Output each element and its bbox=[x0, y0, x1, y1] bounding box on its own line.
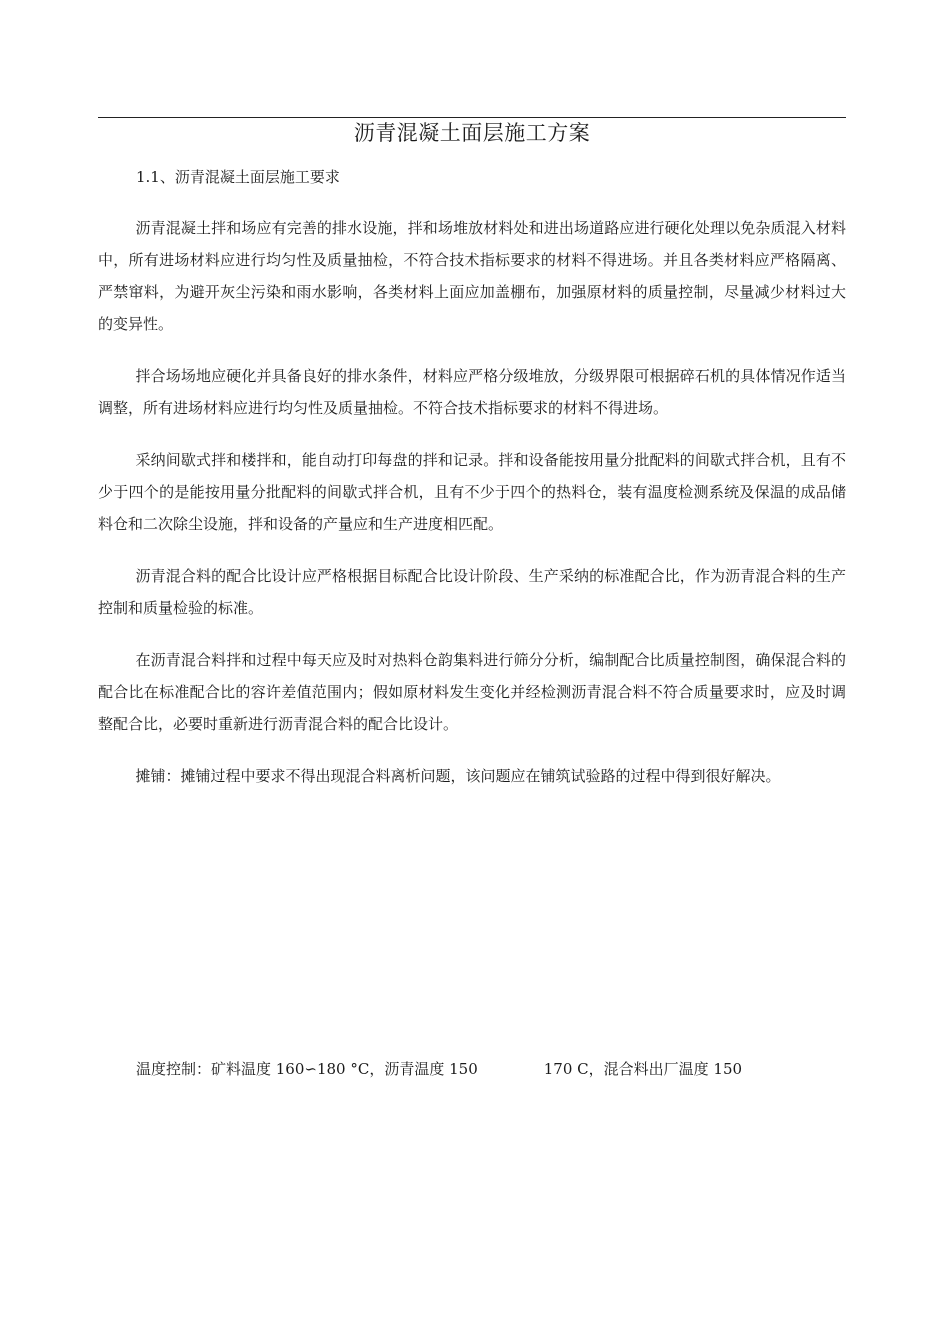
temperature-control-line bbox=[136, 1058, 856, 1080]
document-title: 沥青混凝土面层施工方案 bbox=[353, 121, 591, 145]
header-rule bbox=[98, 117, 846, 118]
section-heading: 1.1、沥青混凝土面层施工要求 bbox=[136, 168, 340, 186]
document-body bbox=[98, 212, 846, 812]
paragraph-sieve-analysis: 在沥青混合料拌和过程中每天应及时对热料仓韵集料进行筛分分析，编制配合比质量控制图，确保混合料的配合比在标准配合比的容许差值范围内；假如原材料发生变化并经检测沥青混合料不符合质量要求时，应及时调整配合比，必要时重新进行沥青混合料的配合比设计。 bbox=[98, 651, 846, 733]
paragraph-site-hardening: 拌合场场地应硬化并具备良好的排水条件，材料应严格分级堆放，分级界限可根据碎石机的具体情况作适当调整，所有进场材料应进行均匀性及质量抽检。不符合技术指标要求的材料不得进场。 bbox=[98, 367, 846, 417]
paragraph-paving: 摊铺：摊铺过程中要求不得出现混合料离析问题，该问题应在铺筑试验路的过程中得到很好解决。 bbox=[135, 767, 781, 785]
temperature-text-part2: 170 C，混合料出厂温度 150 bbox=[543, 1060, 743, 1078]
paragraph-batch-mixer: 采纳间歇式拌和楼拌和，能自动打印每盘的拌和记录。拌和设备能按用量分批配料的间歇式拌合机，且有不少于四个的是能按用量分批配料的间歇式拌合机，且有不少于四个的热料仓，装有温度检测系统及保温的成品储料仓和二次除尘设施，拌和设备的产量应和生产进度相匹配。 bbox=[98, 451, 846, 533]
paragraph-mix-design: 沥青混合料的配合比设计应严格根据目标配合比设计阶段、生产采纳的标准配合比，作为沥青混合料的生产控制和质量检验的标准。 bbox=[98, 567, 846, 617]
paragraph-mixing-plant: 沥青混凝土拌和场应有完善的排水设施，拌和场堆放材料处和进出场道路应进行硬化处理以免杂质混入材料中，所有进场材料应进行均匀性及质量抽检，不符合技术指标要求的材料不得进场。并且各类材料应严格隔离、严禁窜料，为避开灰尘污染和雨水影响，各类材料上面应加盖棚布，加强原材料的质量控制，尽量减少材料过大的变异性。 bbox=[98, 219, 846, 333]
temperature-text-part1: 温度控制：矿料温度 160∽180 °C，沥青温度 150 bbox=[136, 1060, 478, 1078]
